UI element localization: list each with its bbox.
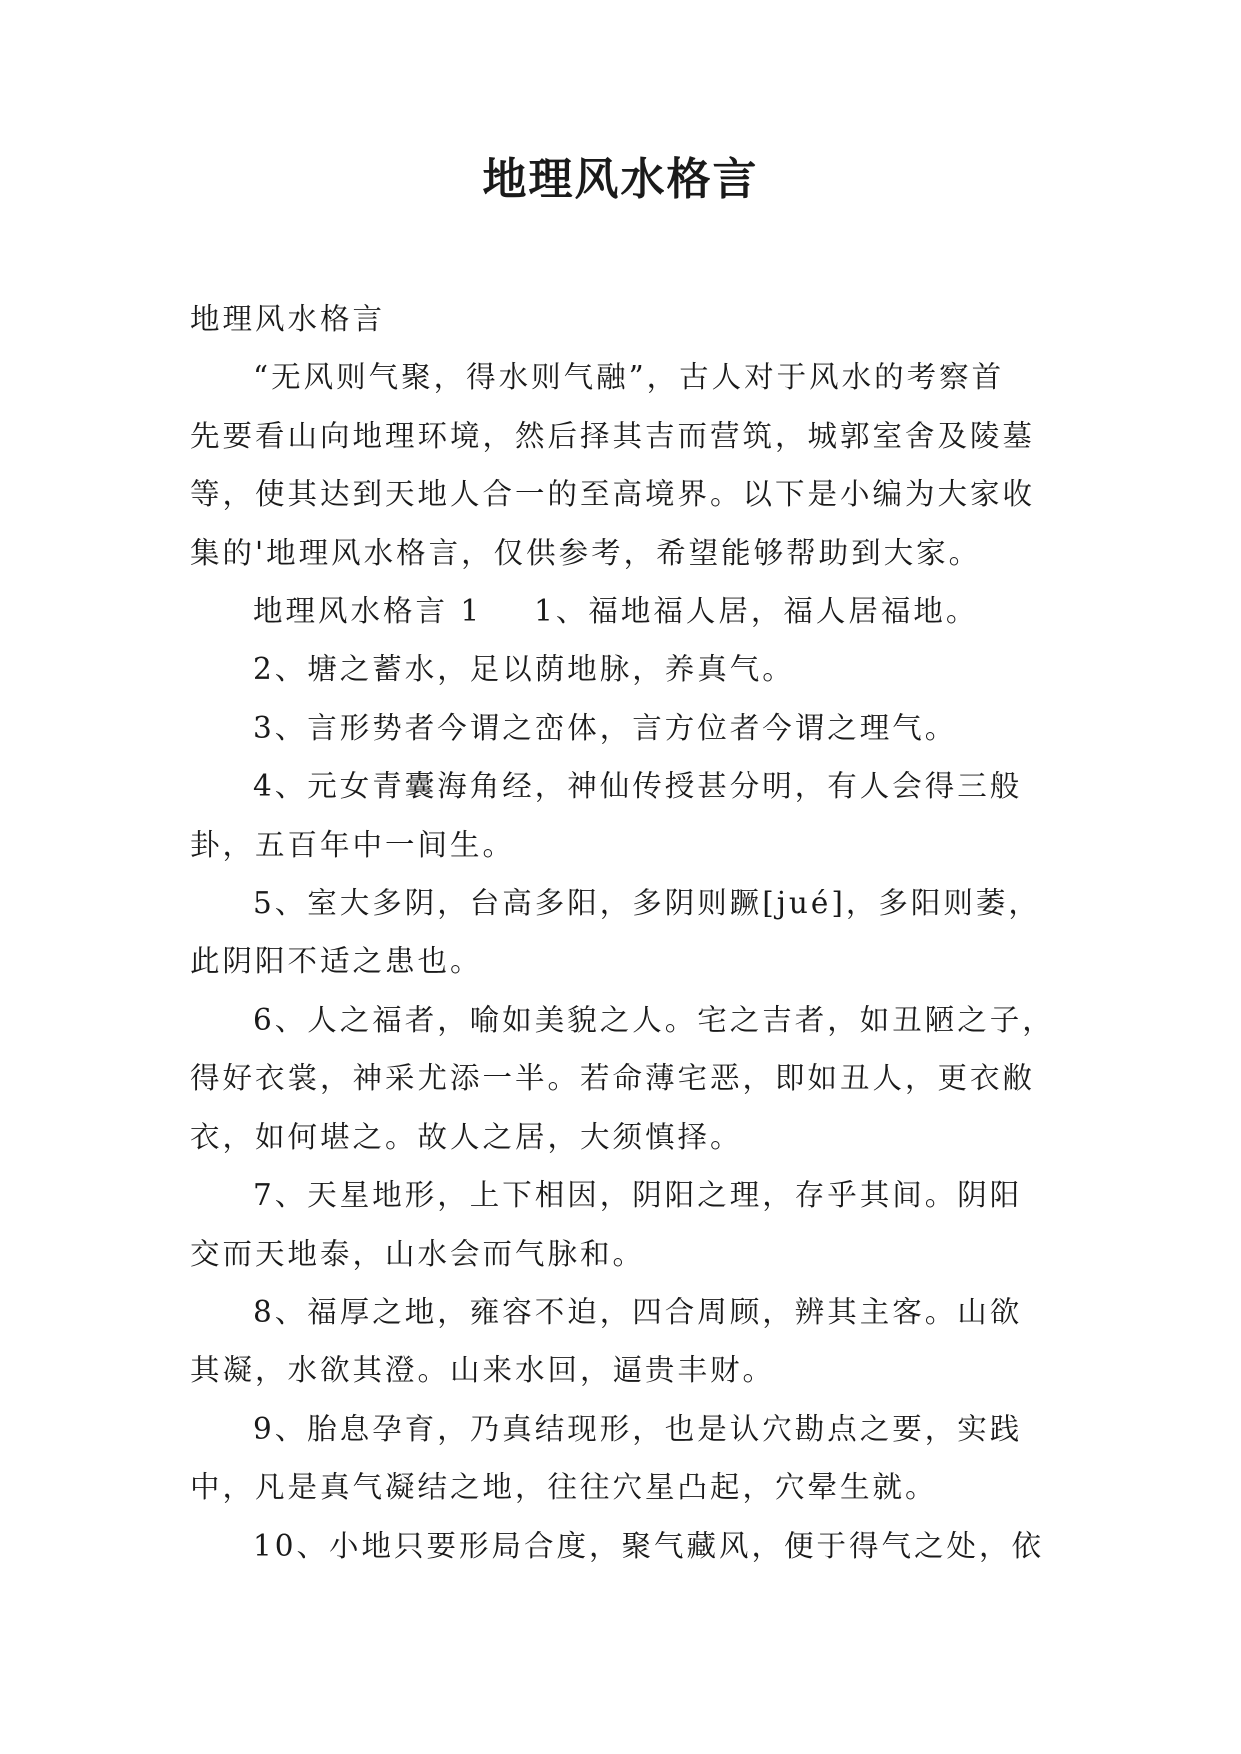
text-line <box>190 932 1060 990</box>
page-title: 地理风水格言 <box>482 154 759 205</box>
text-line <box>190 1458 1060 1516</box>
text-line <box>190 991 1060 1049</box>
text-line <box>190 1108 1060 1166</box>
text-line <box>190 1225 1060 1283</box>
text-line <box>190 407 1060 465</box>
line-text: 1、福地福人居，福人居福地。 <box>534 594 979 629</box>
text-line <box>190 1166 1060 1224</box>
line-text: 中，凡是真气凝结之地，往往穴星凸起，穴晕生就。 <box>190 1470 938 1505</box>
line-text: 地理风水格言 <box>190 302 386 336</box>
line-text: 此阴阳不适之患也。 <box>190 944 483 979</box>
line-text: 其凝，水欲其澄。山来水回，逼贵丰财。 <box>190 1353 776 1388</box>
line-text: “无风则气聚，得水则气融”，古人对于风水的考察首 <box>253 360 1005 395</box>
line-text: 9、胎息孕育，乃真结现形，也是认穴勘点之要，实践 <box>253 1411 1023 1446</box>
line-text: 4、元女青囊海角经，神仙传授甚分明，有人会得三般 <box>253 769 1023 804</box>
section-heading: 地理风水格言 1 <box>253 594 483 629</box>
text-line <box>190 290 1060 348</box>
text-line <box>190 348 1060 406</box>
line-text: 3、言形势者今谓之峦体，言方位者今谓之理气。 <box>253 710 958 745</box>
line-text: 2、塘之蓄水，足以荫地脉，养真气。 <box>253 652 795 687</box>
text-line <box>190 582 1060 640</box>
text-line <box>190 1341 1060 1399</box>
text-line <box>190 699 1060 757</box>
text-line <box>190 1400 1060 1458</box>
text-line <box>190 524 1060 582</box>
line-text: 先要看山向地理环境，然后择其吉而营筑，城郭室舍及陵墓 <box>190 418 1036 453</box>
text-line <box>190 465 1060 523</box>
text-line <box>190 640 1060 698</box>
text-line <box>190 874 1060 932</box>
text-line <box>190 816 1060 874</box>
line-text: 8、福厚之地，雍容不迫，四合周顾，辨其主客。山欲 <box>253 1294 1023 1329</box>
document-body <box>190 290 1060 1575</box>
line-text: 5、室大多阴，台高多阳，多阴则蹶[jué]，多阳则萎， <box>253 886 1041 921</box>
line-text: 等，使其达到天地人合一的至高境界。以下是小编为大家收 <box>190 477 1036 512</box>
line-text: 集的'地理风水格言，仅供参考，希望能够帮助到大家。 <box>190 535 982 570</box>
text-line <box>190 1283 1060 1341</box>
text-line <box>190 1049 1060 1107</box>
text-line <box>190 1517 1060 1575</box>
line-text: 衣，如何堪之。故人之居，大须慎择。 <box>190 1119 743 1154</box>
line-text: 6、人之福者，喻如美貌之人。宅之吉者，如丑陋之子， <box>253 1002 1055 1037</box>
line-text: 得好衣裳，神采尤添一半。若命薄宅恶，即如丑人，更衣敝 <box>190 1061 1036 1096</box>
line-text: 10、小地只要形局合度，聚气藏风，便于得气之处，依 <box>253 1528 1045 1563</box>
line-text: 交而天地泰，山水会而气脉和。 <box>190 1236 646 1271</box>
text-line <box>190 757 1060 815</box>
line-text: 卦，五百年中一间生。 <box>190 827 516 862</box>
line-text: 7、天星地形，上下相因，阴阳之理，存乎其间。阴阳 <box>253 1178 1023 1213</box>
